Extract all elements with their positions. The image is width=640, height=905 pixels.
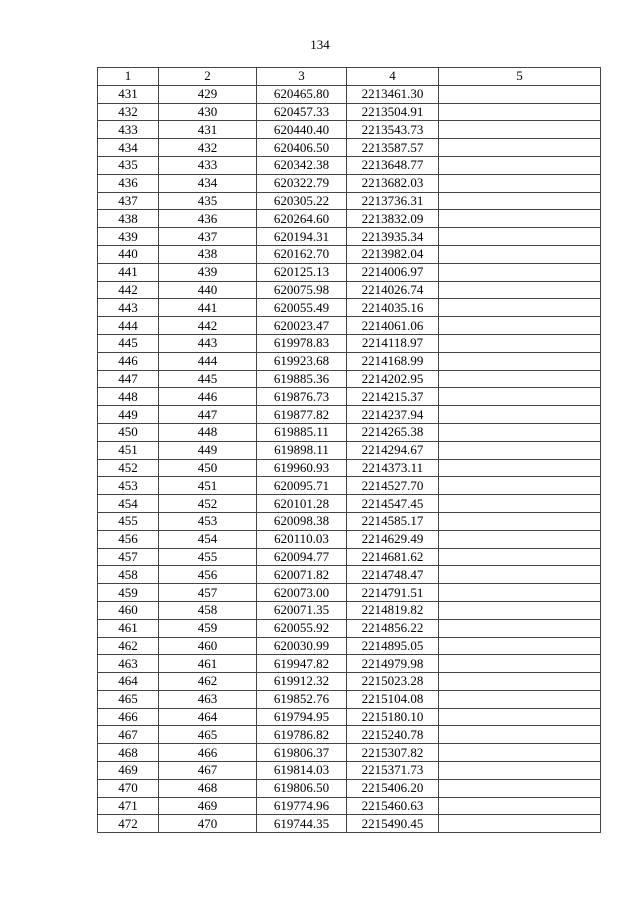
point-number-cell: 466 [98,708,159,726]
note-cell [439,726,601,744]
x-coordinate-cell: 620125.13 [257,263,347,281]
point-number-cell: 459 [98,584,159,602]
sequence-number-cell: 449 [159,441,257,459]
point-number-cell: 462 [98,637,159,655]
sequence-number-cell: 437 [159,228,257,246]
y-coordinate-cell: 2214585.17 [347,512,439,530]
x-coordinate-cell: 619744.35 [257,815,347,833]
y-coordinate-cell: 2214294.67 [347,441,439,459]
table-row [98,299,601,317]
sequence-number-cell: 455 [159,548,257,566]
y-coordinate-cell: 2214748.47 [347,566,439,584]
point-number-cell: 437 [98,192,159,210]
point-number-cell: 431 [98,85,159,103]
note-cell [439,281,601,299]
table-row [98,815,601,833]
note-cell [439,619,601,637]
note-cell [439,103,601,121]
x-coordinate-cell: 620322.79 [257,174,347,192]
table-header [98,68,601,86]
sequence-number-cell: 468 [159,779,257,797]
point-number-cell: 445 [98,334,159,352]
table-row [98,530,601,548]
table-row [98,406,601,424]
y-coordinate-cell: 2214629.49 [347,530,439,548]
y-coordinate-cell: 2214006.97 [347,263,439,281]
table-row [98,370,601,388]
x-coordinate-cell: 620194.31 [257,228,347,246]
point-number-cell: 455 [98,512,159,530]
point-number-cell: 467 [98,726,159,744]
y-coordinate-cell: 2213543.73 [347,121,439,139]
point-number-cell: 448 [98,388,159,406]
note-cell [439,228,601,246]
sequence-number-cell: 450 [159,459,257,477]
x-coordinate-cell: 619947.82 [257,655,347,673]
sequence-number-cell: 467 [159,762,257,780]
note-cell [439,139,601,157]
point-number-cell: 441 [98,263,159,281]
x-coordinate-cell: 619885.36 [257,370,347,388]
table-row [98,477,601,495]
x-coordinate-cell: 620305.22 [257,192,347,210]
y-coordinate-cell: 2213935.34 [347,228,439,246]
note-cell [439,673,601,691]
sequence-number-cell: 440 [159,281,257,299]
y-coordinate-cell: 2214856.22 [347,619,439,637]
sequence-number-cell: 454 [159,530,257,548]
x-coordinate-cell: 620023.47 [257,317,347,335]
x-coordinate-cell: 620071.82 [257,566,347,584]
x-coordinate-cell: 620465.80 [257,85,347,103]
x-coordinate-cell: 619806.50 [257,779,347,797]
table-row [98,548,601,566]
note-cell [439,566,601,584]
table-row [98,156,601,174]
point-number-cell: 469 [98,762,159,780]
column-header-2: 2 [159,68,257,86]
table-row [98,174,601,192]
sequence-number-cell: 432 [159,139,257,157]
sequence-number-cell: 433 [159,156,257,174]
x-coordinate-cell: 620071.35 [257,601,347,619]
x-coordinate-cell: 620264.60 [257,210,347,228]
point-number-cell: 443 [98,299,159,317]
sequence-number-cell: 431 [159,121,257,139]
table-row [98,228,601,246]
x-coordinate-cell: 620075.98 [257,281,347,299]
x-coordinate-cell: 620030.99 [257,637,347,655]
sequence-number-cell: 435 [159,192,257,210]
table-row [98,495,601,513]
table-row [98,121,601,139]
note-cell [439,156,601,174]
note-cell [439,637,601,655]
x-coordinate-cell: 620094.77 [257,548,347,566]
table-row [98,103,601,121]
table-row [98,584,601,602]
sequence-number-cell: 452 [159,495,257,513]
x-coordinate-cell: 620342.38 [257,156,347,174]
table-row [98,726,601,744]
x-coordinate-cell: 619912.32 [257,673,347,691]
y-coordinate-cell: 2214035.16 [347,299,439,317]
sequence-number-cell: 445 [159,370,257,388]
x-coordinate-cell: 620098.38 [257,512,347,530]
y-coordinate-cell: 2214819.82 [347,601,439,619]
x-coordinate-cell: 620162.70 [257,245,347,263]
point-number-cell: 464 [98,673,159,691]
table-row [98,619,601,637]
table-row [98,512,601,530]
y-coordinate-cell: 2214373.11 [347,459,439,477]
x-coordinate-cell: 620440.40 [257,121,347,139]
sequence-number-cell: 446 [159,388,257,406]
sequence-number-cell: 456 [159,566,257,584]
note-cell [439,762,601,780]
x-coordinate-cell: 619885.11 [257,423,347,441]
note-cell [439,299,601,317]
sequence-number-cell: 441 [159,299,257,317]
note-cell [439,263,601,281]
column-header-1: 1 [98,68,159,86]
point-number-cell: 447 [98,370,159,388]
table-row [98,245,601,263]
y-coordinate-cell: 2215307.82 [347,744,439,762]
note-cell [439,370,601,388]
sequence-number-cell: 462 [159,673,257,691]
y-coordinate-cell: 2215490.45 [347,815,439,833]
column-header-5: 5 [439,68,601,86]
x-coordinate-cell: 619960.93 [257,459,347,477]
y-coordinate-cell: 2214681.62 [347,548,439,566]
note-cell [439,192,601,210]
point-number-cell: 438 [98,210,159,228]
note-cell [439,512,601,530]
table-row [98,192,601,210]
y-coordinate-cell: 2214791.51 [347,584,439,602]
y-coordinate-cell: 2215180.10 [347,708,439,726]
point-number-cell: 463 [98,655,159,673]
table-row [98,708,601,726]
y-coordinate-cell: 2214118.97 [347,334,439,352]
x-coordinate-cell: 620101.28 [257,495,347,513]
y-coordinate-cell: 2215406.20 [347,779,439,797]
note-cell [439,601,601,619]
point-number-cell: 440 [98,245,159,263]
x-coordinate-cell: 619794.95 [257,708,347,726]
header-row [98,68,601,86]
sequence-number-cell: 466 [159,744,257,762]
table-row [98,139,601,157]
table-row [98,85,601,103]
point-number-cell: 449 [98,406,159,424]
note-cell [439,423,601,441]
point-number-cell: 444 [98,317,159,335]
y-coordinate-cell: 2214527.70 [347,477,439,495]
sequence-number-cell: 447 [159,406,257,424]
sequence-number-cell: 436 [159,210,257,228]
coordinates-table [97,67,601,833]
y-coordinate-cell: 2213648.77 [347,156,439,174]
table-row [98,263,601,281]
note-cell [439,352,601,370]
sequence-number-cell: 470 [159,815,257,833]
note-cell [439,495,601,513]
table-row [98,210,601,228]
note-cell [439,797,601,815]
y-coordinate-cell: 2213982.04 [347,245,439,263]
note-cell [439,815,601,833]
table-row [98,655,601,673]
point-number-cell: 460 [98,601,159,619]
y-coordinate-cell: 2215371.73 [347,762,439,780]
table-row [98,762,601,780]
point-number-cell: 458 [98,566,159,584]
note-cell [439,174,601,192]
sequence-number-cell: 429 [159,85,257,103]
note-cell [439,477,601,495]
sequence-number-cell: 460 [159,637,257,655]
y-coordinate-cell: 2215460.63 [347,797,439,815]
x-coordinate-cell: 619978.83 [257,334,347,352]
point-number-cell: 432 [98,103,159,121]
sequence-number-cell: 430 [159,103,257,121]
x-coordinate-cell: 619877.82 [257,406,347,424]
x-coordinate-cell: 619923.68 [257,352,347,370]
y-coordinate-cell: 2213587.57 [347,139,439,157]
note-cell [439,317,601,335]
point-number-cell: 454 [98,495,159,513]
note-cell [439,388,601,406]
point-number-cell: 457 [98,548,159,566]
table-row [98,779,601,797]
y-coordinate-cell: 2215240.78 [347,726,439,744]
sequence-number-cell: 457 [159,584,257,602]
y-coordinate-cell: 2215023.28 [347,673,439,691]
point-number-cell: 450 [98,423,159,441]
table-row [98,281,601,299]
x-coordinate-cell: 620406.50 [257,139,347,157]
y-coordinate-cell: 2213504.91 [347,103,439,121]
y-coordinate-cell: 2214026.74 [347,281,439,299]
sequence-number-cell: 439 [159,263,257,281]
point-number-cell: 439 [98,228,159,246]
y-coordinate-cell: 2214215.37 [347,388,439,406]
table-row [98,797,601,815]
note-cell [439,210,601,228]
y-coordinate-cell: 2214061.06 [347,317,439,335]
point-number-cell: 433 [98,121,159,139]
note-cell [439,548,601,566]
point-number-cell: 435 [98,156,159,174]
note-cell [439,655,601,673]
note-cell [439,441,601,459]
x-coordinate-cell: 619806.37 [257,744,347,762]
note-cell [439,334,601,352]
sequence-number-cell: 451 [159,477,257,495]
x-coordinate-cell: 619876.73 [257,388,347,406]
point-number-cell: 461 [98,619,159,637]
table-row [98,459,601,477]
note-cell [439,690,601,708]
point-number-cell: 470 [98,779,159,797]
point-number-cell: 456 [98,530,159,548]
y-coordinate-cell: 2214168.99 [347,352,439,370]
x-coordinate-cell: 620110.03 [257,530,347,548]
note-cell [439,459,601,477]
table-row [98,566,601,584]
table-row [98,334,601,352]
y-coordinate-cell: 2215104.08 [347,690,439,708]
x-coordinate-cell: 620055.49 [257,299,347,317]
x-coordinate-cell: 619814.03 [257,762,347,780]
x-coordinate-cell: 620055.92 [257,619,347,637]
sequence-number-cell: 464 [159,708,257,726]
y-coordinate-cell: 2214237.94 [347,406,439,424]
point-number-cell: 472 [98,815,159,833]
sequence-number-cell: 459 [159,619,257,637]
x-coordinate-cell: 620095.71 [257,477,347,495]
table-row [98,601,601,619]
x-coordinate-cell: 619898.11 [257,441,347,459]
page-number: 134 [310,37,330,52]
sequence-number-cell: 461 [159,655,257,673]
point-number-cell: 471 [98,797,159,815]
point-number-cell: 434 [98,139,159,157]
x-coordinate-cell: 619774.96 [257,797,347,815]
note-cell [439,744,601,762]
point-number-cell: 468 [98,744,159,762]
sequence-number-cell: 444 [159,352,257,370]
table-body [98,85,601,832]
table-row [98,388,601,406]
sequence-number-cell: 443 [159,334,257,352]
y-coordinate-cell: 2213736.31 [347,192,439,210]
x-coordinate-cell: 619786.82 [257,726,347,744]
table-row [98,352,601,370]
table-row [98,317,601,335]
y-coordinate-cell: 2213682.03 [347,174,439,192]
y-coordinate-cell: 2214979.98 [347,655,439,673]
column-header-4: 4 [347,68,439,86]
note-cell [439,245,601,263]
note-cell [439,584,601,602]
sequence-number-cell: 465 [159,726,257,744]
sequence-number-cell: 438 [159,245,257,263]
y-coordinate-cell: 2213461.30 [347,85,439,103]
sequence-number-cell: 442 [159,317,257,335]
sequence-number-cell: 469 [159,797,257,815]
y-coordinate-cell: 2214895.05 [347,637,439,655]
point-number-cell: 453 [98,477,159,495]
point-number-cell: 442 [98,281,159,299]
sequence-number-cell: 434 [159,174,257,192]
note-cell [439,121,601,139]
note-cell [439,85,601,103]
y-coordinate-cell: 2213832.09 [347,210,439,228]
y-coordinate-cell: 2214265.38 [347,423,439,441]
x-coordinate-cell: 620457.33 [257,103,347,121]
sequence-number-cell: 463 [159,690,257,708]
table-row [98,441,601,459]
point-number-cell: 451 [98,441,159,459]
note-cell [439,406,601,424]
point-number-cell: 436 [98,174,159,192]
sequence-number-cell: 448 [159,423,257,441]
note-cell [439,708,601,726]
table-row [98,673,601,691]
x-coordinate-cell: 619852.76 [257,690,347,708]
sequence-number-cell: 458 [159,601,257,619]
point-number-cell: 446 [98,352,159,370]
column-header-3: 3 [257,68,347,86]
sequence-number-cell: 453 [159,512,257,530]
table-row [98,744,601,762]
y-coordinate-cell: 2214547.45 [347,495,439,513]
table-row [98,637,601,655]
table-row [98,690,601,708]
y-coordinate-cell: 2214202.95 [347,370,439,388]
table-row [98,423,601,441]
x-coordinate-cell: 620073.00 [257,584,347,602]
note-cell [439,779,601,797]
point-number-cell: 452 [98,459,159,477]
note-cell [439,530,601,548]
point-number-cell: 465 [98,690,159,708]
